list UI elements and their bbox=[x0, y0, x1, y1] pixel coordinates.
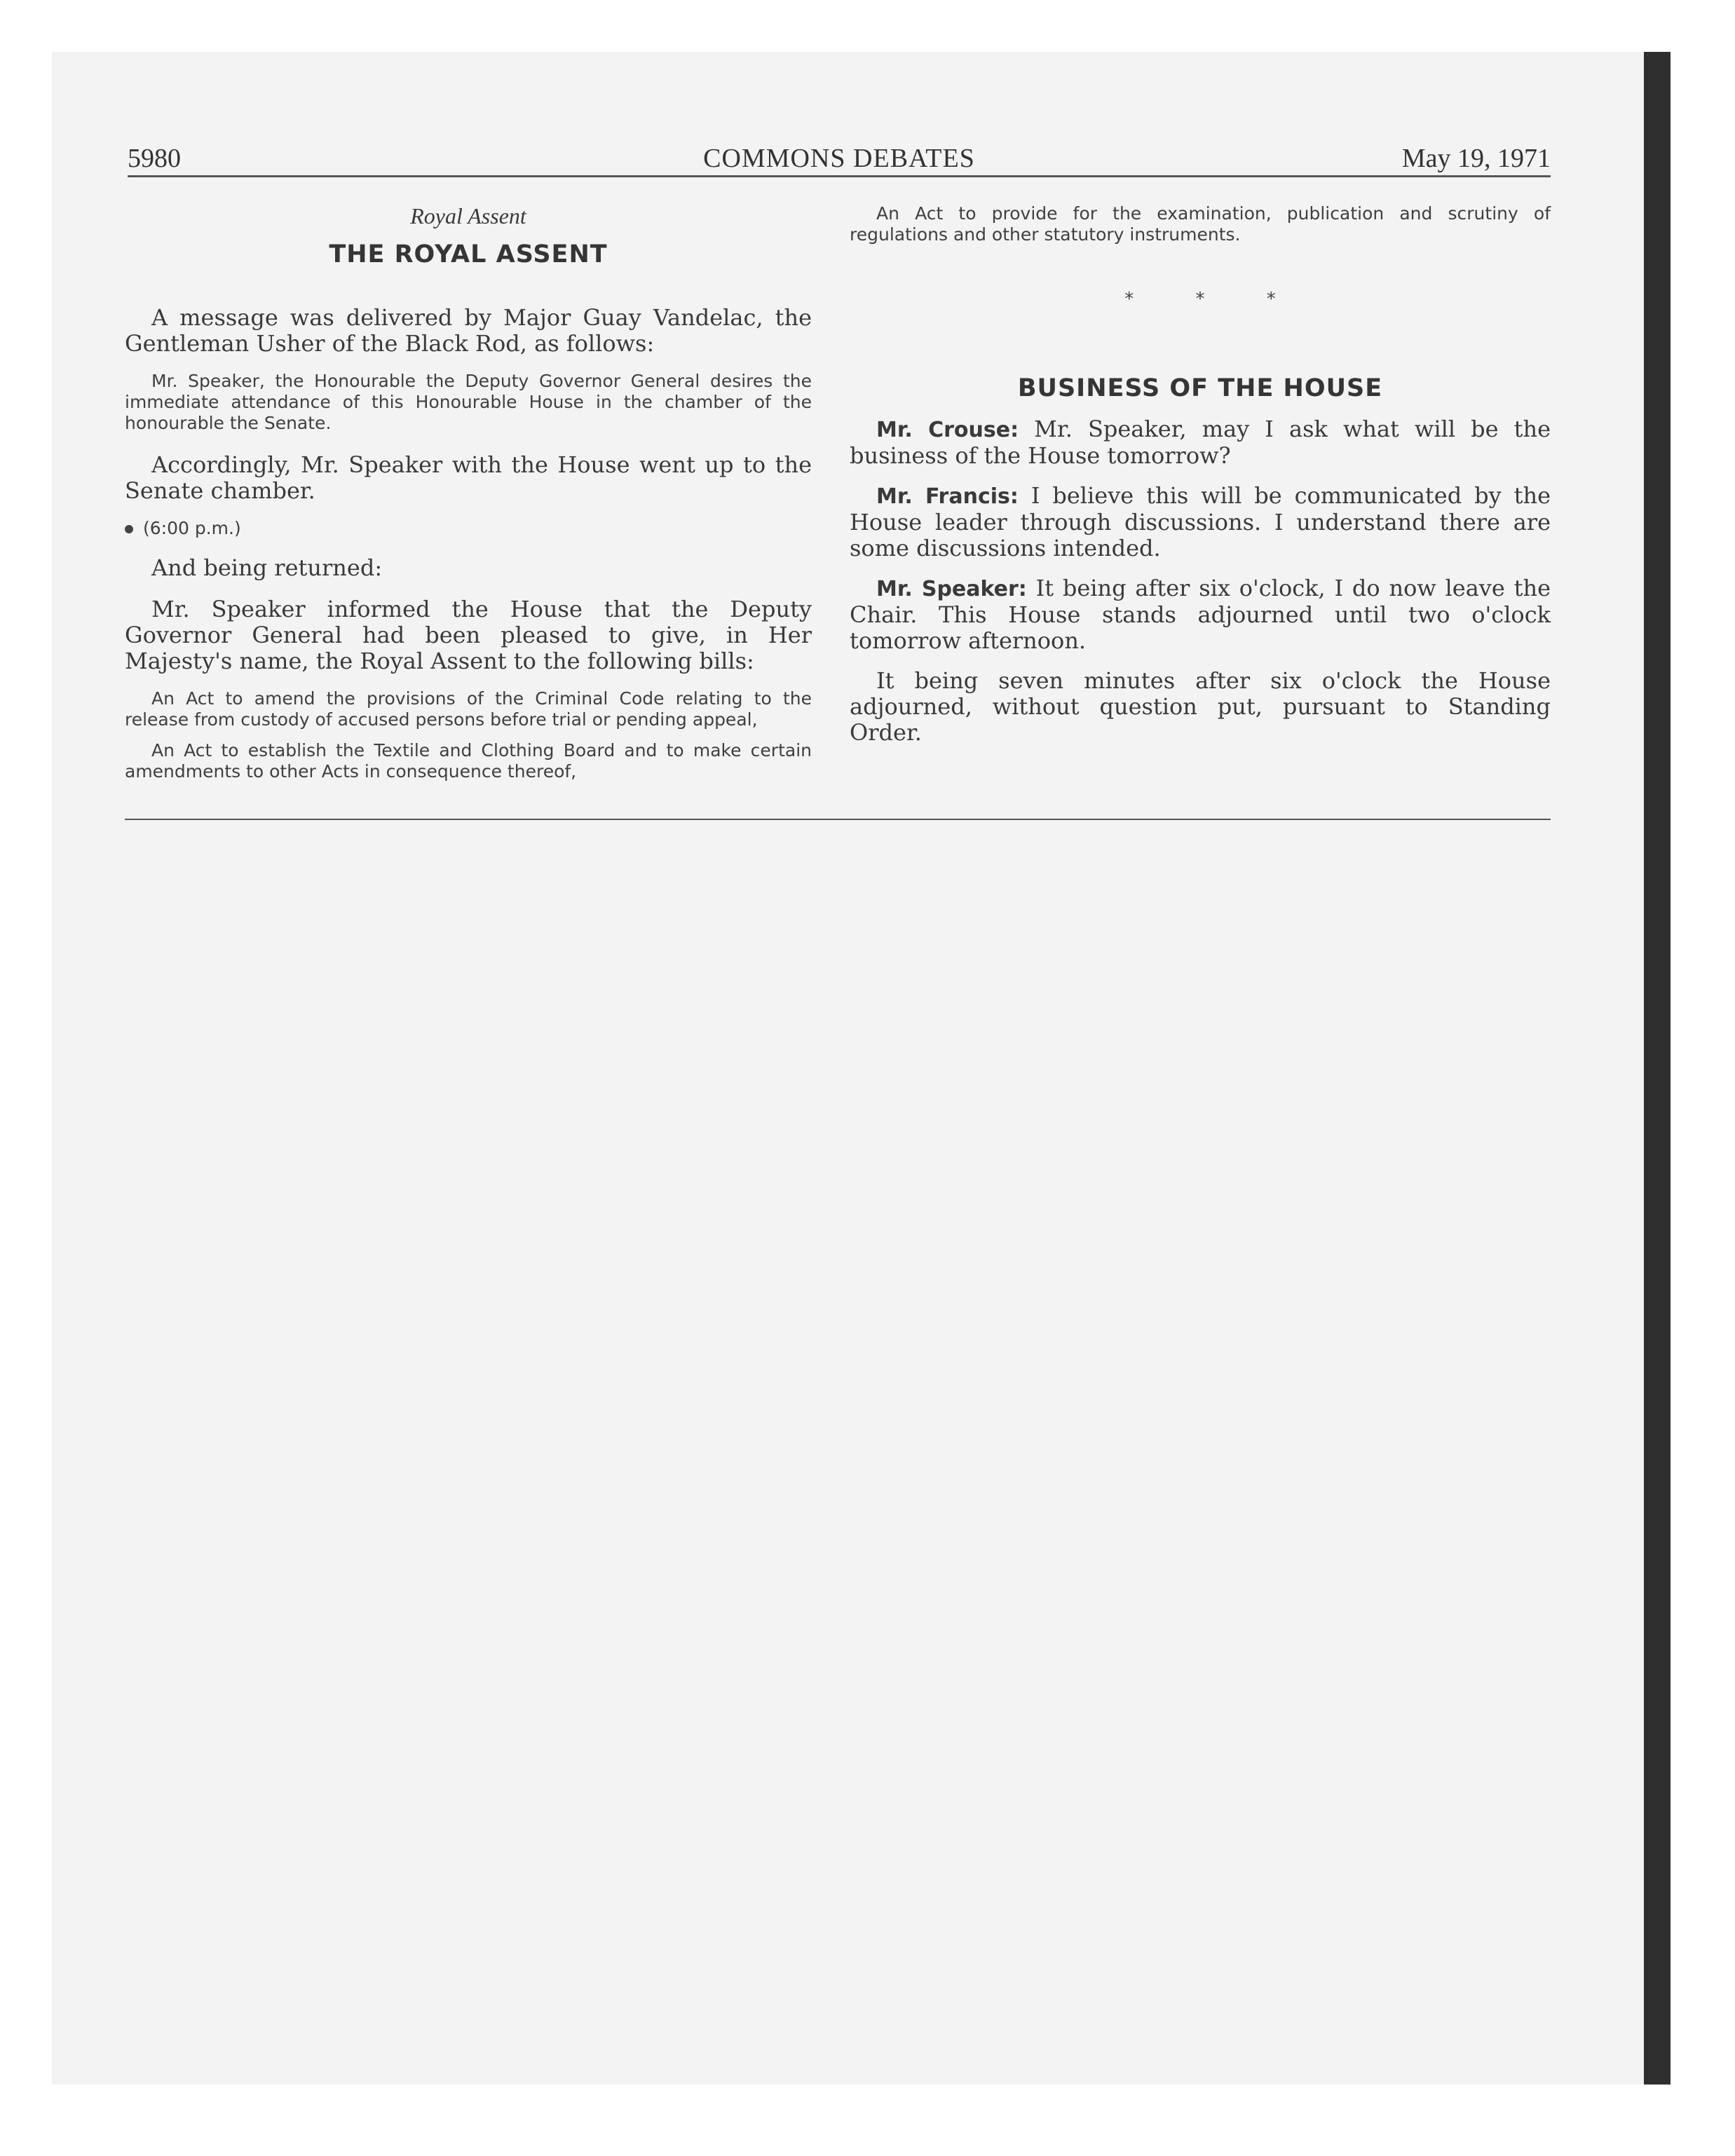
section-title-business: BUSINESS OF THE HOUSE bbox=[1017, 374, 1383, 402]
speech-text: I believe this will be communicated by the House leader through discussions. I understand there are some discussions intended. bbox=[850, 482, 1551, 561]
speech-crouse bbox=[850, 416, 1551, 469]
speech-speaker bbox=[850, 575, 1551, 654]
paragraph-went-up: Accordingly, Mr. Speaker with the House went up to the Senate chamber. bbox=[125, 451, 812, 504]
speech-text: It being after six o'clock, I do now leave the Chair. This House stands adjourned until two o'clock tomorrow afternoon. bbox=[850, 575, 1551, 654]
paragraph-speaker-informed: Mr. Speaker informed the House that the Deputy Governor General had been pleased to give, in Her Majesty's name, the Royal Assent to the following bills: bbox=[125, 596, 812, 674]
speaker-name: Mr. Francis: bbox=[876, 484, 1019, 509]
paragraph-adjourned: It being seven minutes after six o'clock the House adjourned, without question put, pursuant to Standing Order. bbox=[850, 667, 1551, 746]
issue-date: May 19, 1971 bbox=[1401, 144, 1551, 173]
paragraph-returned: And being returned: bbox=[151, 554, 383, 581]
left-column bbox=[125, 203, 812, 792]
quoted-message: Mr. Speaker, the Honourable the Deputy Governor General desires the immediate attendance of this Honourable House in the chamber of the honourable the Senate. bbox=[125, 371, 812, 433]
scan-edge-bar bbox=[1644, 52, 1671, 2085]
section-kicker: Royal Assent bbox=[410, 203, 526, 228]
section-separator: * * * bbox=[1124, 289, 1304, 310]
section-title-royal-assent: THE ROYAL ASSENT bbox=[329, 240, 608, 268]
speaker-name: Mr. Crouse: bbox=[876, 418, 1019, 442]
right-column bbox=[850, 203, 1551, 760]
act-criminal-code: An Act to amend the provisions of the Criminal Code relating to the release from custody of accused persons before trial or pending appeal, bbox=[125, 688, 812, 730]
speaker-name: Mr. Speaker: bbox=[876, 577, 1027, 601]
journal-title: COMMONS DEBATES bbox=[703, 144, 975, 173]
page-number: 5980 bbox=[128, 144, 181, 173]
act-statutory-instruments: An Act to provide for the examination, publication and scrutiny of regulations and other statutory instruments. bbox=[850, 203, 1551, 245]
end-rule bbox=[125, 819, 1551, 820]
speech-francis bbox=[850, 483, 1551, 561]
paragraph-message-delivered: A message was delivered by Major Guay Vandelac, the Gentleman Usher of the Black Rod, as follows: bbox=[125, 304, 812, 357]
speech-text: Mr. Speaker, may I ask what will be the business of the House tomorrow? bbox=[850, 416, 1551, 469]
time-label: (6:00 p.m.) bbox=[143, 518, 241, 538]
act-textile-board: An Act to establish the Textile and Clothing Board and to make certain amendments to other Acts in consequence thereof, bbox=[125, 740, 812, 782]
page-header bbox=[128, 143, 1551, 177]
time-marker bbox=[125, 518, 812, 538]
bullet-icon bbox=[125, 525, 133, 533]
